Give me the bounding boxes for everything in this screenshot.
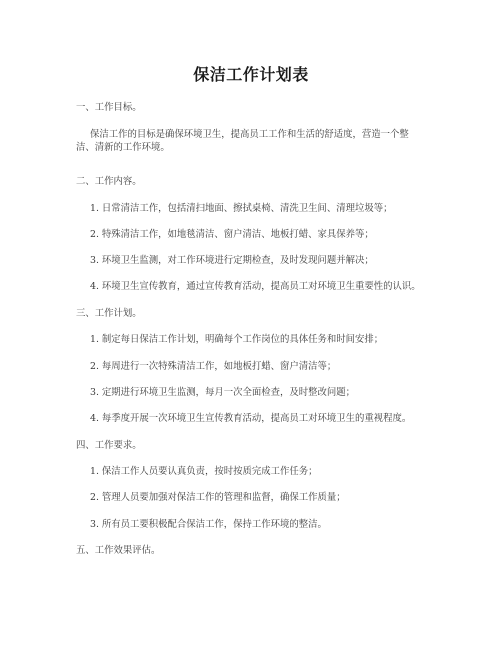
list-item-content-3: 3. 环境卫生监测，对工作环境进行定期检查，及时发现问题并解决； [90, 255, 374, 266]
list-item-plan-2: 2. 每周进行一次特殊清洁工作，如地板打蜡、窗户清洁等； [90, 361, 337, 372]
document-title: 保洁工作计划表 [193, 65, 309, 84]
paragraph-goal-text: 保洁工作的目标是确保环境卫生，提高员工工作和生活的舒适度，营造一个整洁、清新的工作环境。 [76, 129, 409, 153]
section-heading-evaluation: 五、工作效果评估。 [76, 545, 161, 556]
list-item-content-4: 4. 环境卫生宣传教育，通过宣传教育活动，提高员工对环境卫生重要性的认识。 [90, 281, 421, 292]
section-heading-plan: 三、工作计划。 [76, 308, 142, 319]
section-heading-content: 二、工作内容。 [76, 176, 142, 187]
list-item-content-1: 1. 日常清洁工作，包括清扫地面、擦拭桌椅、清洗卫生间、清理垃圾等； [90, 203, 393, 214]
list-item-plan-1: 1. 制定每日保洁工作计划，明确每个工作岗位的具体任务和时间安排； [90, 334, 384, 345]
paragraph-goal [76, 128, 422, 154]
list-item-plan-4: 4. 每季度开展一次环境卫生宣传教育活动，提高员工对环境卫生的重视程度。 [90, 413, 412, 424]
list-item-content-2: 2. 特殊清洁工作，如地毯清洁、窗户清洁、地板打蜡、家具保养等； [90, 229, 374, 240]
list-item-plan-3: 3. 定期进行环境卫生监测，每月一次全面检查，及时整改问题； [90, 387, 356, 398]
section-heading-goal: 一、工作目标。 [76, 102, 142, 113]
list-item-requirements-2: 2. 管理人员要加强对保洁工作的管理和监督，确保工作质量； [90, 492, 346, 503]
section-heading-requirements: 四、工作要求。 [76, 440, 142, 451]
list-item-requirements-1: 1. 保洁工作人员要认真负责，按时按质完成工作任务； [90, 466, 318, 477]
list-item-requirements-3: 3. 所有员工要积极配合保洁工作，保持工作环境的整洁。 [90, 519, 327, 530]
